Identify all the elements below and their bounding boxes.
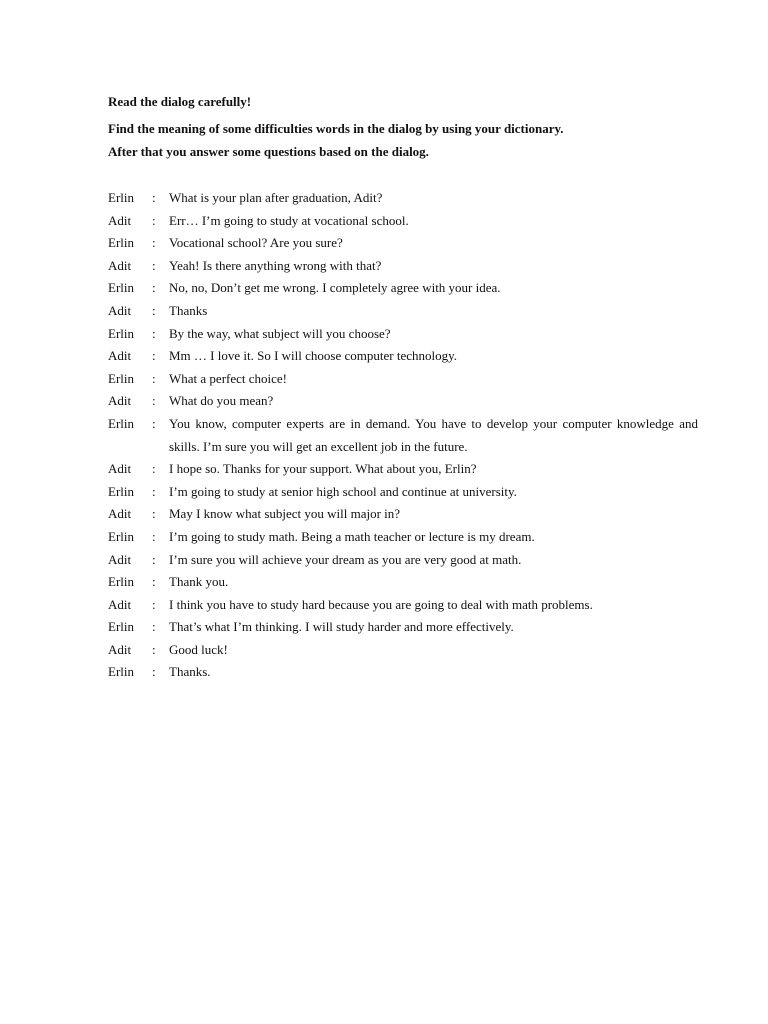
dialog-line xyxy=(108,571,698,594)
dialog-text: Vocational school? Are you sure? xyxy=(169,235,343,251)
speaker-name: Adit xyxy=(108,596,132,612)
dialog-line xyxy=(108,526,698,549)
dialog-line xyxy=(108,300,698,323)
dialog-text: Thank you. xyxy=(169,574,229,590)
speaker-separator: : xyxy=(152,348,156,364)
speaker-separator: : xyxy=(152,325,156,341)
dialog-text: What a perfect choice! xyxy=(169,370,288,386)
speaker-name: Erlin xyxy=(108,664,134,680)
dialog-text: I’m sure you will achieve your dream as you are very good at math. xyxy=(169,551,522,567)
dialog-text: What do you mean? xyxy=(169,393,274,409)
speaker-separator: : xyxy=(152,619,156,635)
dialog-text: What is your plan after graduation, Adit? xyxy=(169,190,383,205)
speaker-separator: : xyxy=(152,551,156,567)
dialog-text: No, no, Don’t get me wrong. I completely agree with your idea. xyxy=(169,280,501,296)
dialog-line xyxy=(108,594,698,617)
instruction-answer-questions: After that you answer some questions based on the dialog. xyxy=(108,144,429,159)
dialog-line xyxy=(108,458,698,481)
dialog-text: I hope so. Thanks for your support. What about you, Erlin? xyxy=(169,461,477,477)
dialog-text: Thanks. xyxy=(169,664,211,680)
speaker-separator: : xyxy=(152,302,156,318)
speaker-separator: : xyxy=(152,393,156,409)
speaker-separator: : xyxy=(152,235,156,251)
speaker-separator: : xyxy=(152,506,156,522)
speaker-name: Erlin xyxy=(108,483,134,499)
dialog-line xyxy=(108,277,698,300)
speaker-name: Erlin xyxy=(108,235,134,251)
dialog-text: I’m going to study math. Being a math teacher or lecture is my dream. xyxy=(169,528,535,544)
dialog-line xyxy=(108,616,698,639)
speaker-name: Adit xyxy=(108,212,132,228)
dialog-line xyxy=(108,390,698,413)
speaker-separator: : xyxy=(152,664,156,680)
speaker-name: Erlin xyxy=(108,619,134,635)
speaker-separator: : xyxy=(152,212,156,228)
dialog-text: That’s what I’m thinking. I will study harder and more effectively. xyxy=(169,619,514,635)
speaker-separator: : xyxy=(152,528,156,544)
speaker-separator: : xyxy=(152,190,156,205)
speaker-name: Erlin xyxy=(108,190,134,205)
speaker-name: Adit xyxy=(108,348,132,364)
dialog-text: Mm … I love it. So I will choose computer technology. xyxy=(169,348,457,364)
dialog-text: Thanks xyxy=(169,302,208,318)
dialog-text: I think you have to study hard because you are going to deal with math problems. xyxy=(169,596,593,612)
speaker-name: Erlin xyxy=(108,370,134,386)
dialog-line xyxy=(108,323,698,346)
dialog-text: You know, computer experts are in demand. You have to develop your computer knowledge and skills. I’m sure you will get an excellent job in the future. xyxy=(169,415,698,454)
speaker-name: Adit xyxy=(108,257,132,273)
dialog-text: I’m going to study at senior high school and continue at university. xyxy=(169,483,517,499)
dialog-line xyxy=(108,345,698,368)
speaker-separator: : xyxy=(152,574,156,590)
speaker-separator: : xyxy=(152,483,156,499)
speaker-separator: : xyxy=(152,280,156,296)
instruction-read: Read the dialog carefully! xyxy=(108,94,252,109)
speaker-separator: : xyxy=(152,641,156,657)
speaker-name: Adit xyxy=(108,506,132,522)
speaker-name: Erlin xyxy=(108,528,134,544)
speaker-separator: : xyxy=(152,415,156,431)
dialog-text: Err… I’m going to study at vocational school. xyxy=(169,212,409,228)
dialog-text: May I know what subject you will major in? xyxy=(169,506,401,522)
instruction-find-meaning: Find the meaning of some difficulties words in the dialog by using your dictionary. xyxy=(108,121,564,136)
speaker-name: Erlin xyxy=(108,325,134,341)
dialog-line xyxy=(108,549,698,572)
dialog-transcript xyxy=(108,187,698,684)
dialog-line xyxy=(108,503,698,526)
speaker-name: Erlin xyxy=(108,415,134,431)
speaker-separator: : xyxy=(152,257,156,273)
speaker-name: Adit xyxy=(108,641,132,657)
dialog-text: Yeah! Is there anything wrong with that? xyxy=(169,257,382,273)
dialog-line xyxy=(108,255,698,278)
dialog-line xyxy=(108,210,698,233)
dialog-line xyxy=(108,481,698,504)
dialog-line xyxy=(108,639,698,662)
speaker-name: Adit xyxy=(108,461,132,477)
dialog-line xyxy=(108,368,698,391)
dialog-line xyxy=(108,413,698,458)
dialog-line xyxy=(108,187,698,210)
speaker-name: Adit xyxy=(108,393,132,409)
speaker-name: Erlin xyxy=(108,574,134,590)
dialog-line xyxy=(108,232,698,255)
speaker-name: Adit xyxy=(108,302,132,318)
dialog-line xyxy=(108,661,698,684)
speaker-separator: : xyxy=(152,461,156,477)
dialog-text: Good luck! xyxy=(169,641,228,657)
speaker-name: Erlin xyxy=(108,280,134,296)
speaker-name: Adit xyxy=(108,551,132,567)
dialog-text: By the way, what subject will you choose? xyxy=(169,325,391,341)
speaker-separator: : xyxy=(152,596,156,612)
speaker-separator: : xyxy=(152,370,156,386)
